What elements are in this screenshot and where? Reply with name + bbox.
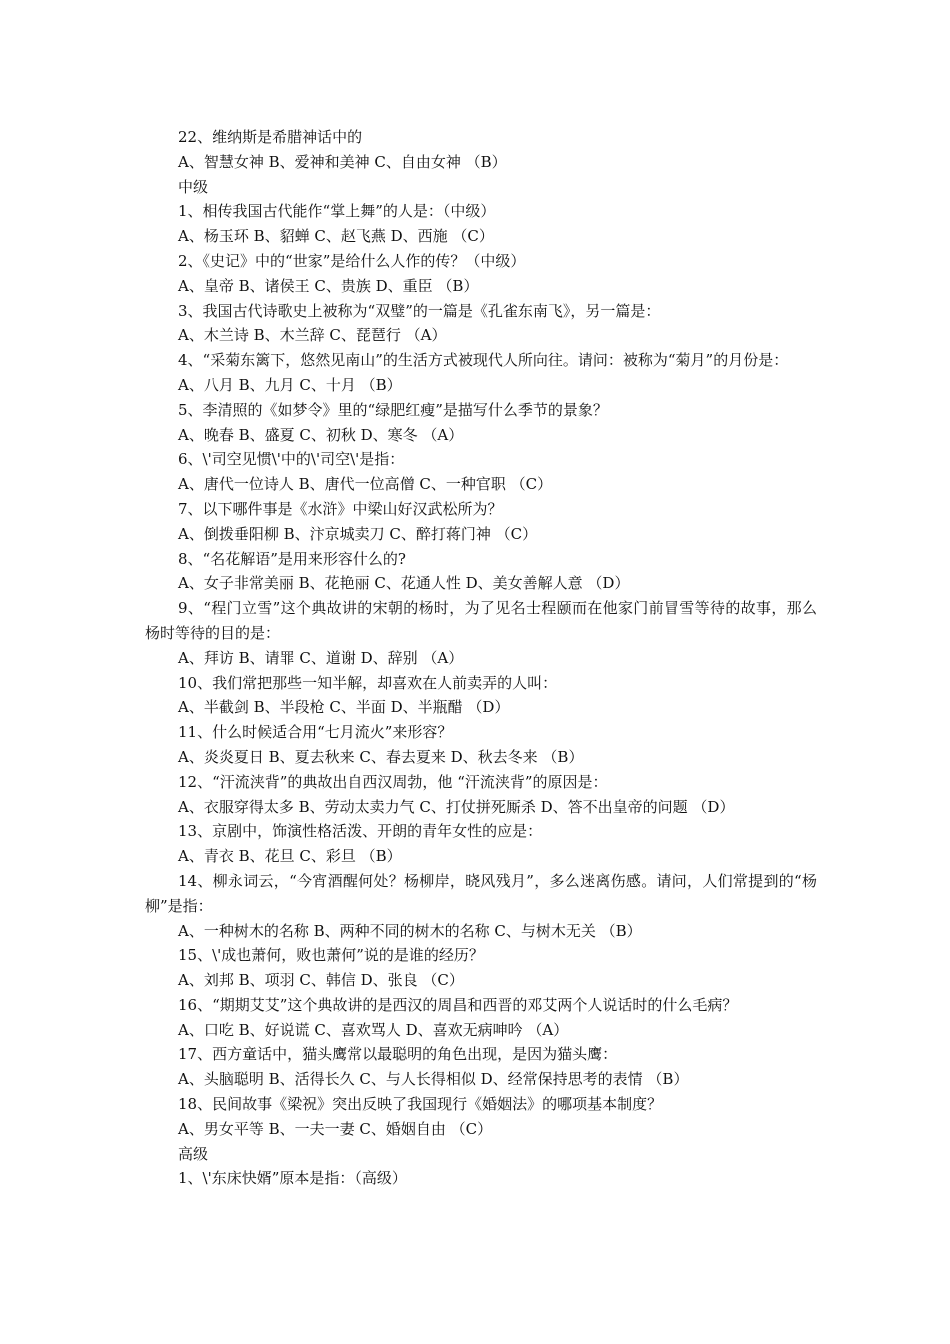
text-line: 10、我们常把那些一知半解，却喜欢在人前卖弄的人叫： <box>178 673 558 692</box>
text-line: A、杨玉环 B、貂蝉 C、赵飞燕 D、西施 （C） <box>178 227 494 246</box>
text-line: A、炎炎夏日 B、夏去秋来 C、春去夏来 D、秋去冬来 （B） <box>178 747 584 766</box>
text-line: 17、西方童话中，猫头鹰常以最聪明的角色出现，是因为猫头鹰： <box>178 1045 618 1064</box>
text-line: A、衣服穿得太多 B、劳动太卖力气 C、打仗拼死厮杀 D、答不出皇帝的问题 （D） <box>178 797 735 816</box>
text-line: A、皇帝 B、诸侯王 C、贵族 D、重臣 （B） <box>178 276 479 295</box>
text-line: 14、柳永词云，“今宵酒醒何处？杨柳岸，晓风残月”，多么迷离伤感。请问，人们常提到的“杨柳”是指： <box>145 871 817 915</box>
text-line: 22、维纳斯是希腊神话中的 <box>178 128 363 146</box>
text-line: 高级 <box>178 1144 209 1163</box>
text-line: 7、以下哪件事是《水浒》中梁山好汉武松所为？ <box>178 499 503 518</box>
text-line: 6、\'司空见惯\'中的\'司空\'是指： <box>178 450 405 469</box>
text-line: A、智慧女神 B、爱神和美神 C、自由女神 （B） <box>178 152 507 171</box>
text-line: A、女子非常美丽 B、花艳丽 C、花通人性 D、美女善解人意 （D） <box>178 574 630 593</box>
text-line: A、八月 B、九月 C、十月 （B） <box>178 375 402 394</box>
text-line: 2、《史记》中的“世家”是给什么人作的传？（中级） <box>178 251 526 270</box>
text-line: 5、李清照的《如梦令》里的“绿肥红瘦”是描写什么季节的景象？ <box>178 400 608 419</box>
text-line: A、青衣 B、花旦 C、彩旦 （B） <box>178 847 402 866</box>
text-line: 8、“名花解语”是用来形容什么的? <box>178 549 406 568</box>
text-line: A、木兰诗 B、木兰辞 C、琵琶行 （A） <box>178 326 447 345</box>
text-line: A、刘邦 B、项羽 C、韩信 D、张良 （C） <box>178 971 464 990</box>
text-line: 中级 <box>178 177 209 196</box>
text-line: 3、我国古代诗歌史上被称为“双璧”的一篇是《孔雀东南飞》，另一篇是： <box>178 301 661 320</box>
text-line: A、头脑聪明 B、活得长久 C、与人长得相似 D、经常保持思考的表情 （B） <box>178 1070 689 1089</box>
text-line: A、口吃 B、好说谎 C、喜欢骂人 D、喜欢无病呻吟 （A） <box>178 1020 569 1039</box>
text-line: A、一种树木的名称 B、两种不同的树木的名称 C、与树木无关 （B） <box>178 921 642 940</box>
text-line: 15、\'成也萧何，败也萧何”说的是谁的经历？ <box>178 946 484 965</box>
text-line: 9、“程门立雪”这个典故讲的宋朝的杨时，为了见名士程颐而在他家门前冒雪等待的故事，那么杨时等待的目的是： <box>145 599 817 642</box>
text-line: A、唐代一位诗人 B、唐代一位高僧 C、一种官职 （C） <box>178 475 553 494</box>
text-line: A、半截剑 B、半段枪 C、半面 D、半瓶醋 （D） <box>178 698 510 717</box>
text-line: 16、“期期艾艾”这个典故讲的是西汉的周昌和西晋的邓艾两个人说话时的什么毛病？ <box>178 995 738 1014</box>
text-line: A、晚春 B、盛夏 C、初秋 D、寒冬 （A） <box>178 425 464 444</box>
text-line: 1、\'东床快婿”原本是指：（高级） <box>178 1169 407 1188</box>
text-line: A、倒拨垂阳柳 B、汴京城卖刀 C、醉打蒋门神 （C） <box>178 524 538 543</box>
text-line: 4、“采菊东篱下，悠然见南山”的生活方式被现代人所向往。请问：被称为“菊月”的月份是： <box>178 351 789 370</box>
text-line: A、男女平等 B、一夫一妻 C、婚姻自由 （C） <box>178 1119 493 1138</box>
text-line: 1、相传我国古代能作“掌上舞”的人是：（中级） <box>178 202 496 221</box>
text-line: A、拜访 B、请罪 C、道谢 D、辞别 （A） <box>178 648 464 667</box>
text-line: 12、“汗流浃背”的典故出自西汉周勃，他 “汗流浃背”的原因是： <box>178 772 608 791</box>
text-line: 18、民间故事《梁祝》突出反映了我国现行《婚姻法》的哪项基本制度？ <box>178 1095 663 1114</box>
document-page <box>145 125 817 1191</box>
text-line: 13、京剧中，饰演性格活泼、开朗的青年女性的应是： <box>178 822 543 841</box>
text-line: 11、什么时候适合用“七月流火”来形容？ <box>178 723 453 742</box>
